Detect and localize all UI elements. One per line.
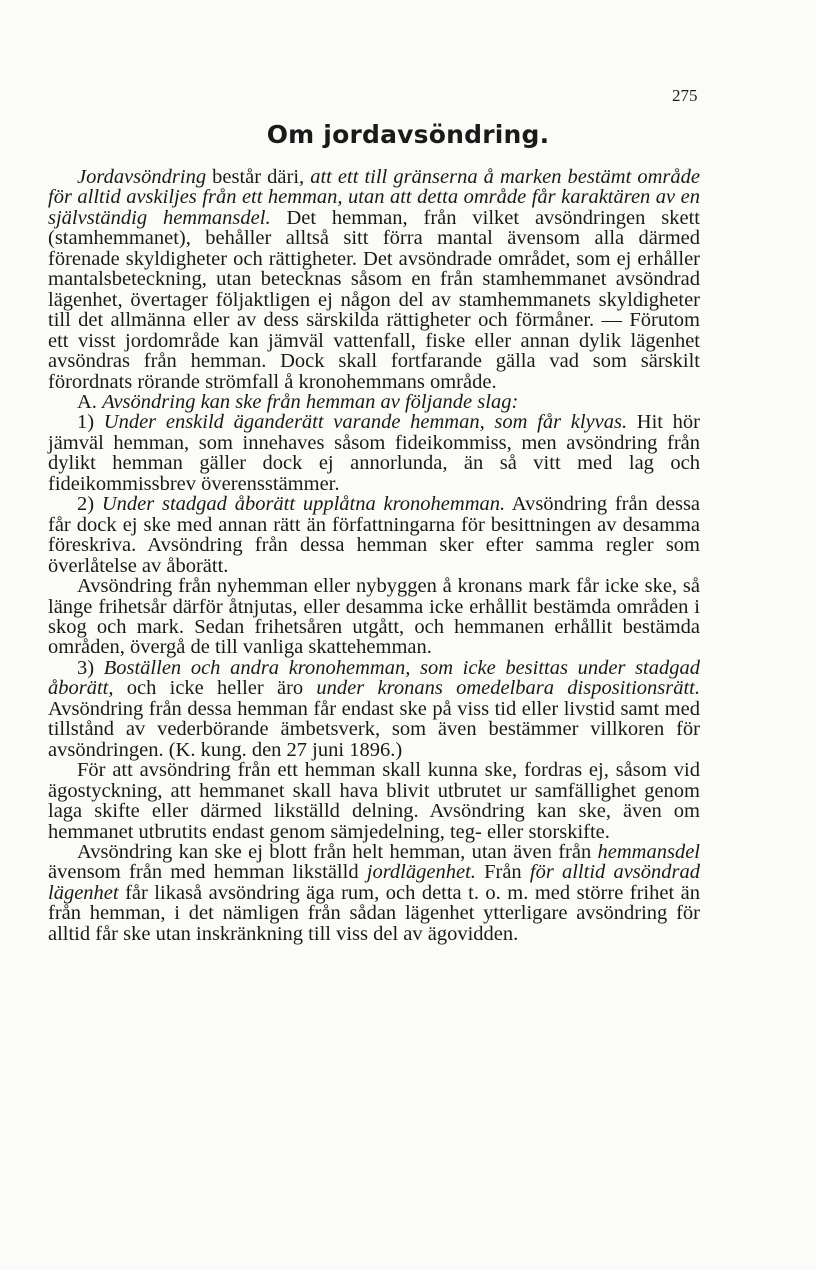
italic-phrase: under kronans omedelbara dispositionsrätt. — [316, 677, 700, 700]
section-heading-italic: Avsöndring kan ske från hemman av följande slag: — [102, 390, 519, 413]
page-title: Om jordavsöndring. — [266, 120, 550, 149]
paragraph-section-a: A. Avsöndring kan ske från hemman av följande slag: — [77, 390, 519, 413]
paragraph-item-2: 2) Under stadgad åborätt upplåtna kronohemman. Avsöndring från dessa får dock ej ske med annan rätt än författningarna för besittningen av desamma föreskriva. Avsöndring från dessa hemman sker efter samma regler som överlåtelse av åborätt. — [48, 493, 701, 577]
paragraph-nyhemman: Avsöndring från nyhemman eller nybyggen å kronans mark får icke ske, så länge frihetsår därför åtnjutas, eller desamma icke erhållit bestämda områden i skog och mark. Sedan frihetsåren utgått, och hemmanen erhållit bestämda områden, övergå de till vanliga skattehemman. — [48, 575, 700, 659]
paragraph-hemmansdel: Avsöndring kan ske ej blott från helt hemman, utan även från hemmansdel ävensom från med hemman likställd jordlägenhet. Från för alltid avsöndrad lägenhet får likaså avsöndring äga rum, och detta t. o. m. med större frihet än från hemman, i det nämligen från sådan lägenhet ytterligare avsöndring för alltid får ske utan inskränkning till viss del av ägovidden. — [48, 840, 701, 945]
page-number: 275 — [672, 86, 698, 105]
term-italic: Jordavsöndring — [77, 166, 207, 188]
paragraph-definition: Jordavsöndring består däri, att ett till gränserna å marken bestämt område för alltid avskiljes från ett hemman, utan att detta område får karaktären av en självständig hemmansdel. Det hemman, från vilket avsöndringen skett (stamhemmanet), behåller alltså sitt förra mantal ävensom alla därmed förenade skyldigheter och rättigheter. Det avsöndrade området, som ej erhåller mantalsbeteckning, utan betecknas såsom en från stamhemmanet avsöndrad lägenhet, övertager följaktligen ej någon del av stamhemmanets skyldigheter till det allmänna eller av dess särskilda rättigheter och förmåner. — Förutom ett visst jordområde kan jämväl vattenfall, fiske eller annan dylik lägenhet avsöndras från hemman. Dock skall fortfarande gälla vad som särskilt förordnats rörande strömfall å kronohemmans område. — [48, 166, 700, 393]
definition-italic: att ett till gränserna å marken bestämt område för alltid avskiljes från ett hemman, utan att detta område får karaktären av en självständig hemmansdel. — [48, 166, 700, 229]
item-heading-italic: Under enskild äganderätt varande hemman, som får klyvas. — [103, 411, 628, 434]
body-text — [48, 167, 700, 944]
paragraph-conditions: För att avsöndring från ett hemman skall kunna ske, fordras ej, såsom vid ägostyckning, att hemmanet skall hava blivit utbrutet ur samfällighet genom laga skifte eller därmed likställd delning. Avsöndring kan ske, även om hemmanet utbrutits endast genom sämjedelning, teg- eller storskifte. — [48, 759, 700, 843]
item-heading-italic: Under stadgad åborätt upplåtna kronohemman. — [101, 493, 506, 516]
paragraph-item-1: 1) Under enskild äganderätt varande hemman, som får klyvas. Hit hör jämväl hemman, som innehaves såsom fideikommiss, men avsöndring från dylikt hemman gäller dock ej annorlunda, än så vitt med lag och fideikommissbrev överensstämmer. — [48, 411, 700, 495]
italic-phrase: hemmansdel — [597, 840, 700, 863]
paragraph-item-3: 3) Boställen och andra kronohemman, som icke besittas under stadgad åborätt, och icke heller äro under kronans omedelbara dispositionsrätt. Avsöndring från dessa hemman får endast ske på viss tid eller livstid samt med tillstånd av vederbörande ämbetsverk, som även bestämmer villkoren för avsöndringen. (K. kung. den 27 juni 1896.) — [48, 656, 701, 761]
italic-phrase: jordlägenhet. — [366, 861, 476, 884]
item-heading-italic: Boställen och andra kronohemman, som icke besittas under stadgad åborätt, — [48, 656, 701, 700]
italic-phrase: för alltid avsöndrad lägenhet — [48, 861, 701, 904]
